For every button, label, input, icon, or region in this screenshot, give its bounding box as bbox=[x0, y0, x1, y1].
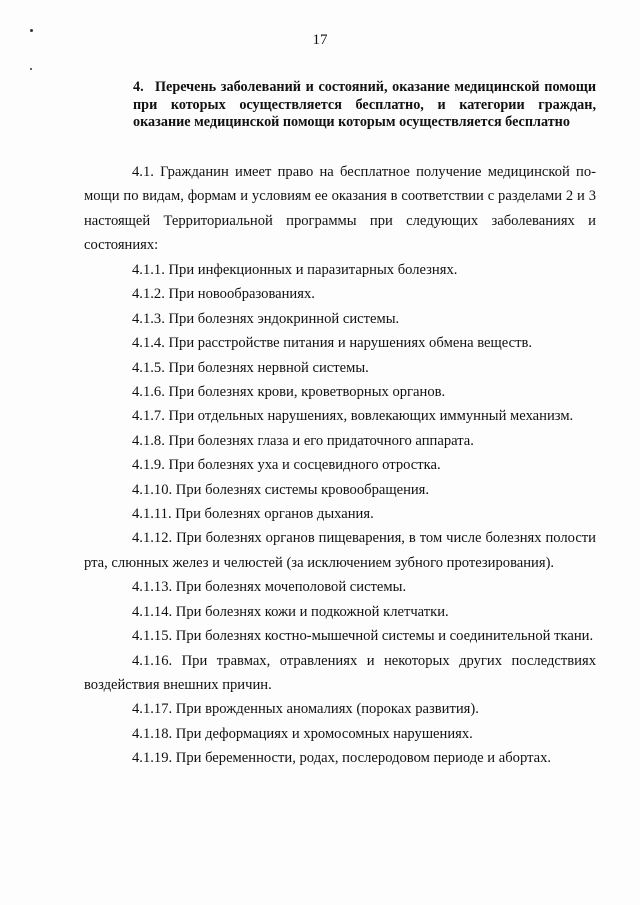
intro-paragraph: 4.1. Гражданин имеет право на бесплатное получение медицинской помощи по видам, формам и условиям ее оказания в соответствии с разделами 2 и 3 настоящей Территориальной программы при следующих заболеваниях и состояниях: bbox=[84, 164, 596, 254]
section-heading bbox=[133, 79, 596, 132]
list-item: 4.1.6. При болезнях крови, кроветворных органов. bbox=[132, 384, 446, 401]
list-item: 4.1.16. При травмах, отравлениях и некоторых других последствиях воздействия внешних причин. bbox=[84, 652, 596, 693]
list-item: 4.1.1. При инфекционных и паразитарных болезнях. bbox=[132, 262, 458, 278]
list-item: 4.1.19. При беременности, родах, послеродовом периоде и абортах. bbox=[132, 750, 552, 767]
list-item: 4.1.11. При болезнях органов дыхания. bbox=[132, 506, 374, 523]
scan-speck bbox=[30, 68, 32, 70]
list-item: 4.1.10. При болезнях системы кровообращения. bbox=[132, 481, 430, 498]
list-item: 4.1.17. При врожденных аномалиях (пороках развития). bbox=[132, 701, 479, 718]
list-item: 4.1.8. При болезнях глаза и его придаточного аппарата. bbox=[132, 432, 474, 449]
list-item: 4.1.3. При болезнях эндокринной системы. bbox=[132, 310, 400, 327]
list-item: 4.1.14. При болезнях кожи и подкожной клетчатки. bbox=[132, 603, 449, 620]
list-item: 4.1.18. При деформациях и хромосомных нарушениях. bbox=[132, 725, 473, 742]
list-item: 4.1.9. При болезнях уха и сосцевидного отростка. bbox=[132, 457, 441, 474]
list-item: 4.1.4. При расстройстве питания и нарушениях обмена веществ. bbox=[132, 335, 533, 352]
list-item: 4.1.2. При новообразованиях. bbox=[132, 286, 315, 303]
list-item: 4.1.13. При болезнях мочеполовой системы. bbox=[132, 579, 407, 596]
section-heading-text: Перечень заболеваний и состояний, оказание медицинской помощи при которых осуществляется бесплатно, и категории граждан, оказание медицинской помощи которым осуществляется бесплатно bbox=[133, 79, 596, 130]
section-heading-number: 4. bbox=[133, 79, 144, 95]
list-item: 4.1.7. При отдельных нарушениях, вовлекающих иммунный механизм. bbox=[132, 408, 574, 425]
list-item: 4.1.12. При болезнях органов пищеварения, в том числе болезнях полости рта, слюнных желез и челюстей (за исключением зубного протезирования). bbox=[84, 530, 596, 571]
list-item: 4.1.15. При болезнях костно-мышечной системы и соединительной ткани. bbox=[132, 628, 594, 645]
page-number: 17 bbox=[312, 32, 328, 48]
list-item: 4.1.5. При болезнях нервной системы. bbox=[132, 359, 369, 376]
condition-list bbox=[84, 258, 596, 771]
